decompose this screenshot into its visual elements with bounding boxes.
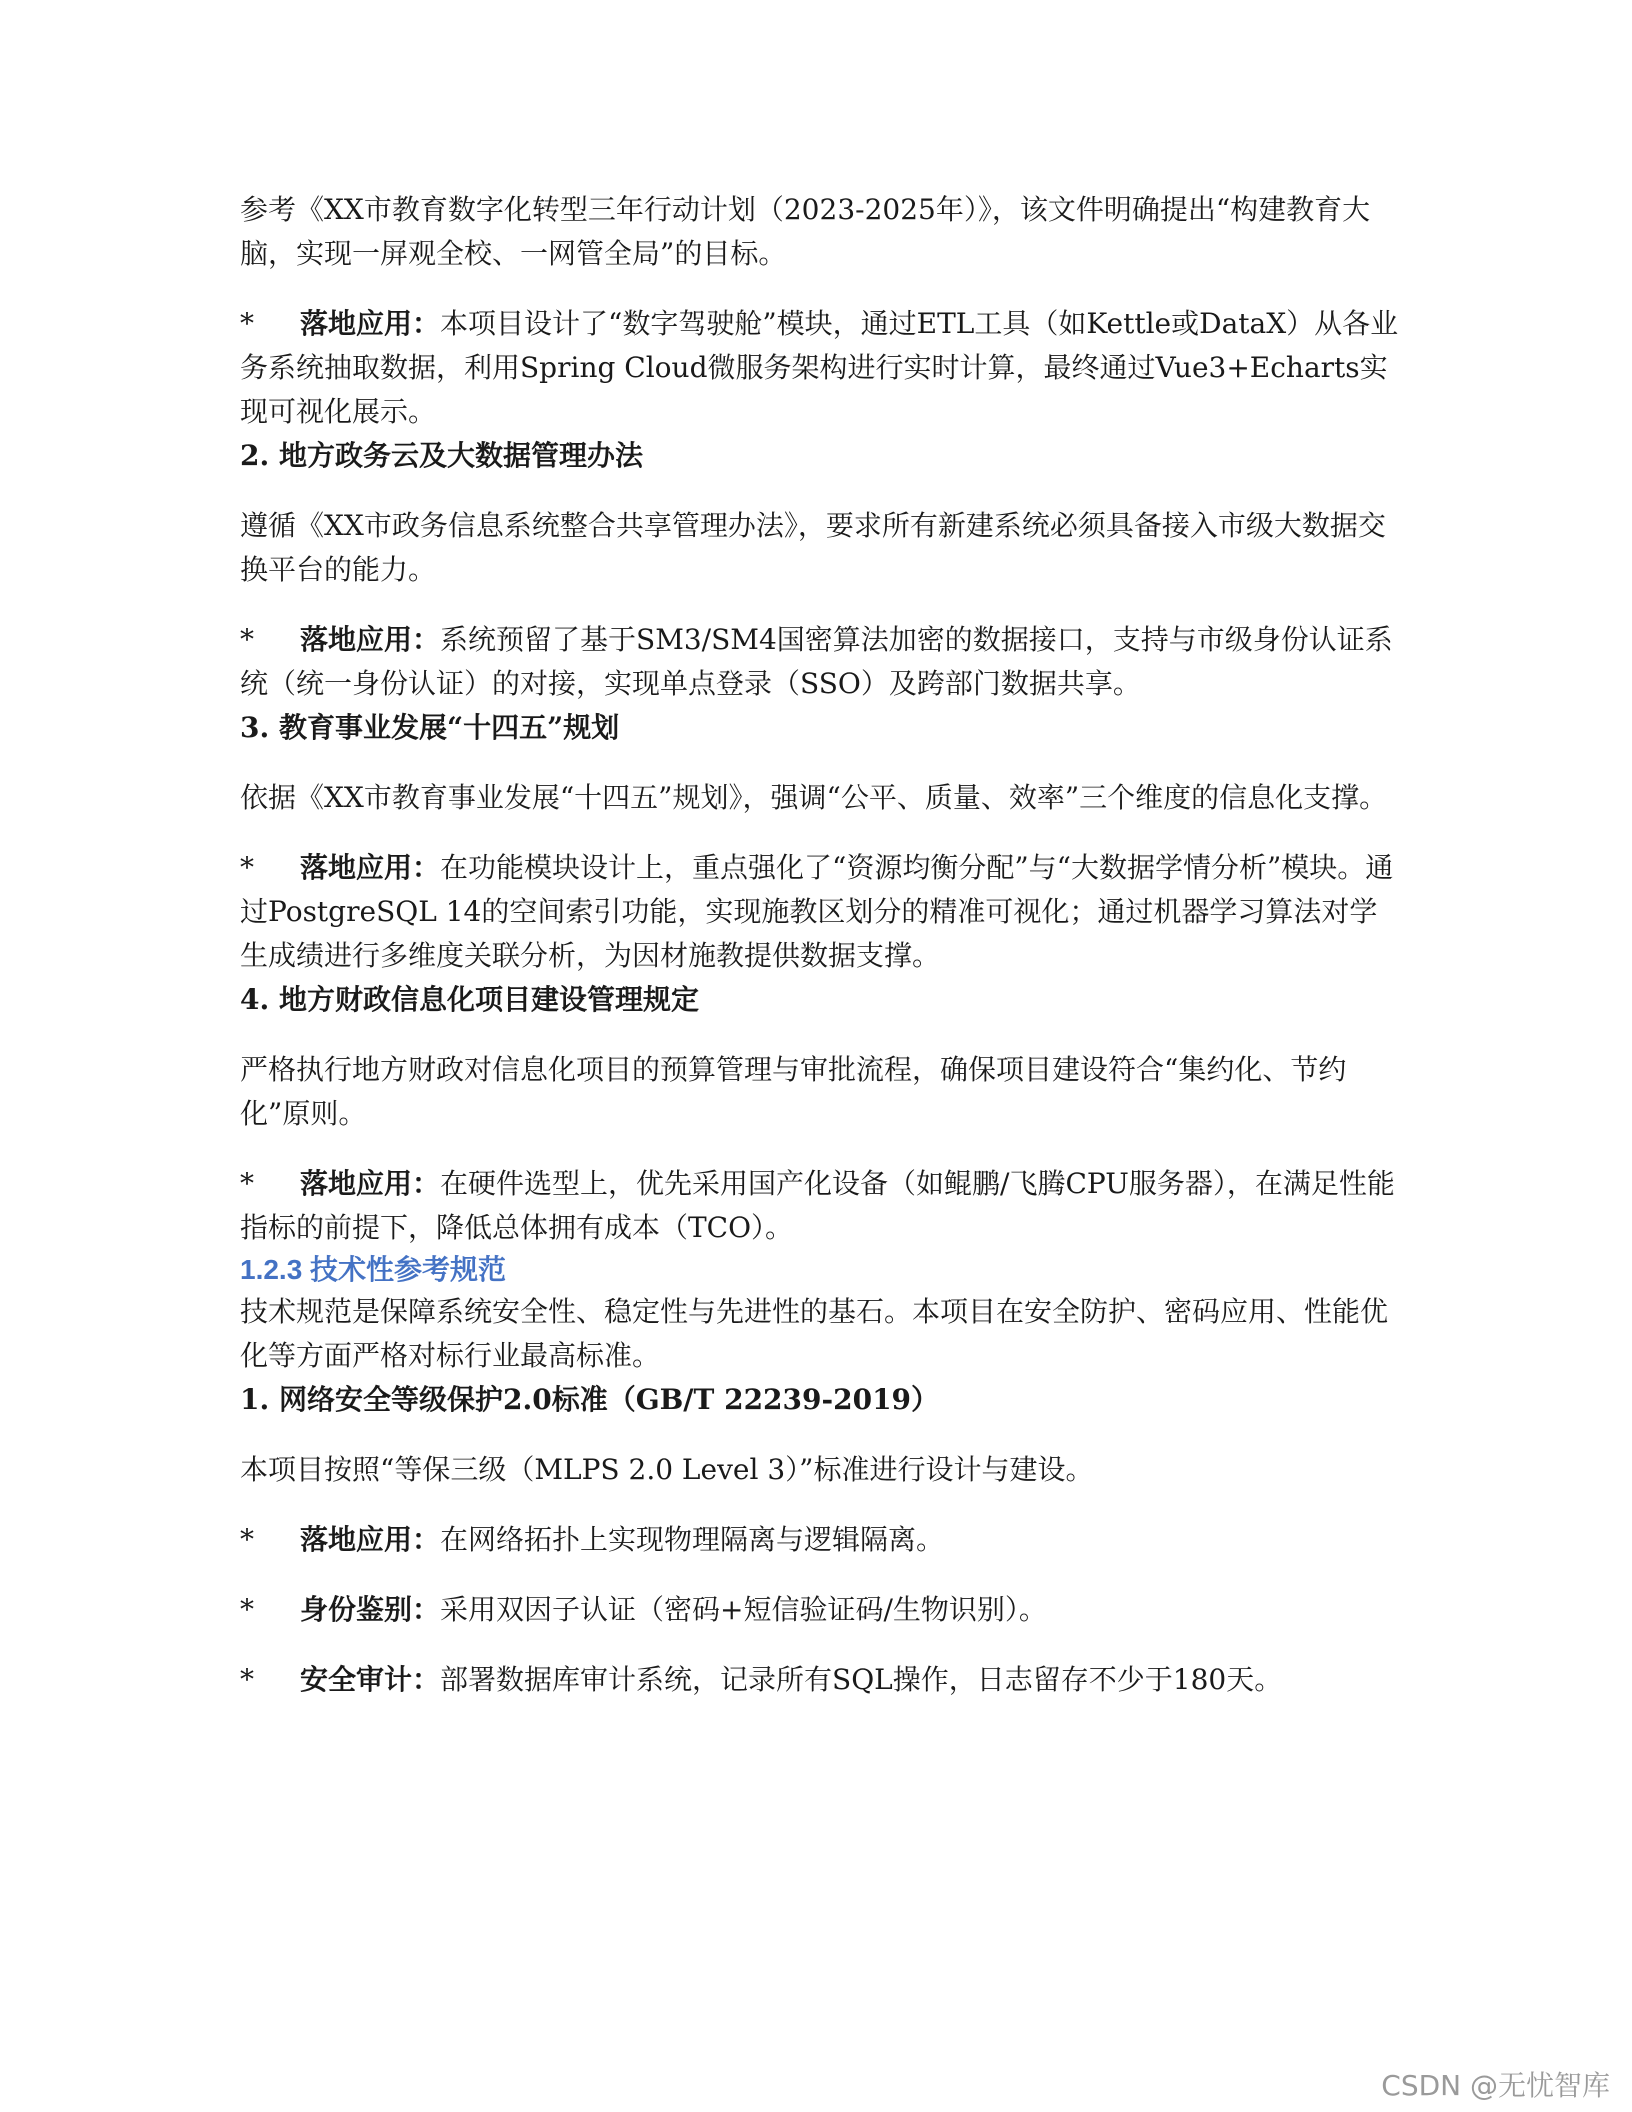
bullet-star: * bbox=[240, 1663, 254, 1696]
bullet-item bbox=[240, 1588, 1400, 1632]
bullet-text: 本项目设计了“数字驾驶舱”模块，通过ETL工具（如Kettle或DataX）从各业务系统抽取数据，利用Spring Cloud微服务架构进行实时计算，最终通过Vue3+Echarts实现可视化展示。 bbox=[240, 307, 1399, 428]
bullet-item bbox=[240, 302, 1400, 434]
paragraph-mlps: 本项目按照“等保三级（MLPS 2.0 Level 3）”标准进行设计与建设。 bbox=[240, 1453, 1094, 1486]
bullet-star: * bbox=[240, 1167, 254, 1200]
bullet-label: 安全审计： bbox=[300, 1663, 441, 1696]
bullet-item bbox=[240, 846, 1400, 978]
bullet-text: 在网络拓扑上实现物理隔离与逻辑隔离。 bbox=[440, 1523, 945, 1556]
bullet-label: 落地应用： bbox=[300, 1167, 441, 1200]
paragraph-tech-spec: 技术规范是保障系统安全性、稳定性与先进性的基石。本项目在安全防护、密码应用、性能优化等方面严格对标行业最高标准。 bbox=[240, 1295, 1389, 1372]
heading-finance: 4. 地方财政信息化项目建设管理规定 bbox=[240, 983, 699, 1016]
watermark: CSDN @无忧智库 bbox=[1381, 2069, 1610, 2102]
bullet-star: * bbox=[240, 851, 254, 884]
paragraph-education-plan: 参考《XX市教育数字化转型三年行动计划（2023-2025年）》，该文件明确提出“构建教育大脑，实现一屏观全校、一网管全局”的目标。 bbox=[240, 193, 1371, 270]
heading-14th-plan: 3. 教育事业发展“十四五”规划 bbox=[240, 711, 620, 744]
heading-gov-cloud: 2. 地方政务云及大数据管理办法 bbox=[240, 439, 643, 472]
bullet-star: * bbox=[240, 1523, 254, 1556]
paragraph-14th-plan: 依据《XX市教育事业发展“十四五”规划》，强调“公平、质量、效率”三个维度的信息化支撑。 bbox=[240, 781, 1388, 814]
paragraph-gov-cloud: 遵循《XX市政务信息系统整合共享管理办法》，要求所有新建系统必须具备接入市级大数据交换平台的能力。 bbox=[240, 509, 1386, 586]
bullet-item bbox=[240, 1658, 1400, 1702]
bullet-star: * bbox=[240, 307, 254, 340]
bullet-text: 在硬件选型上，优先采用国产化设备（如鲲鹏/飞腾CPU服务器），在满足性能指标的前提下，降低总体拥有成本（TCO）。 bbox=[240, 1167, 1395, 1244]
bullet-label: 落地应用： bbox=[300, 851, 441, 884]
bullet-text: 系统预留了基于SM3/SM4国密算法加密的数据接口，支持与市级身份认证系统（统一身份认证）的对接，实现单点登录（SSO）及跨部门数据共享。 bbox=[240, 623, 1393, 700]
bullet-label: 落地应用： bbox=[300, 1523, 441, 1556]
bullet-text: 采用双因子认证（密码+短信验证码/生物识别）。 bbox=[440, 1593, 1047, 1626]
bullet-label: 落地应用： bbox=[300, 623, 441, 656]
bullet-item bbox=[240, 1162, 1400, 1250]
bullet-label: 身份鉴别： bbox=[300, 1593, 441, 1626]
section-title: 1.2.3 技术性参考规范 bbox=[240, 1254, 507, 1285]
bullet-text: 在功能模块设计上，重点强化了“资源均衡分配”与“大数据学情分析”模块。通过PostgreSQL 14的空间索引功能，实现施教区划分的精准可视化；通过机器学习算法对学生成绩进行多维度关联分析，为因材施教提供数据支撑。 bbox=[240, 851, 1394, 972]
bullet-star: * bbox=[240, 623, 254, 656]
bullet-item bbox=[240, 618, 1400, 706]
bullet-star: * bbox=[240, 1593, 254, 1626]
bullet-text: 部署数据库审计系统，记录所有SQL操作，日志留存不少于180天。 bbox=[440, 1663, 1283, 1696]
heading-mlps: 1. 网络安全等级保护2.0标准（GB/T 22239-2019） bbox=[240, 1383, 940, 1416]
document-body bbox=[240, 188, 1400, 1702]
paragraph-finance: 严格执行地方财政对信息化项目的预算管理与审批流程，确保项目建设符合“集约化、节约化”原则。 bbox=[240, 1053, 1347, 1130]
bullet-label: 落地应用： bbox=[300, 307, 441, 340]
bullet-item bbox=[240, 1518, 1400, 1562]
